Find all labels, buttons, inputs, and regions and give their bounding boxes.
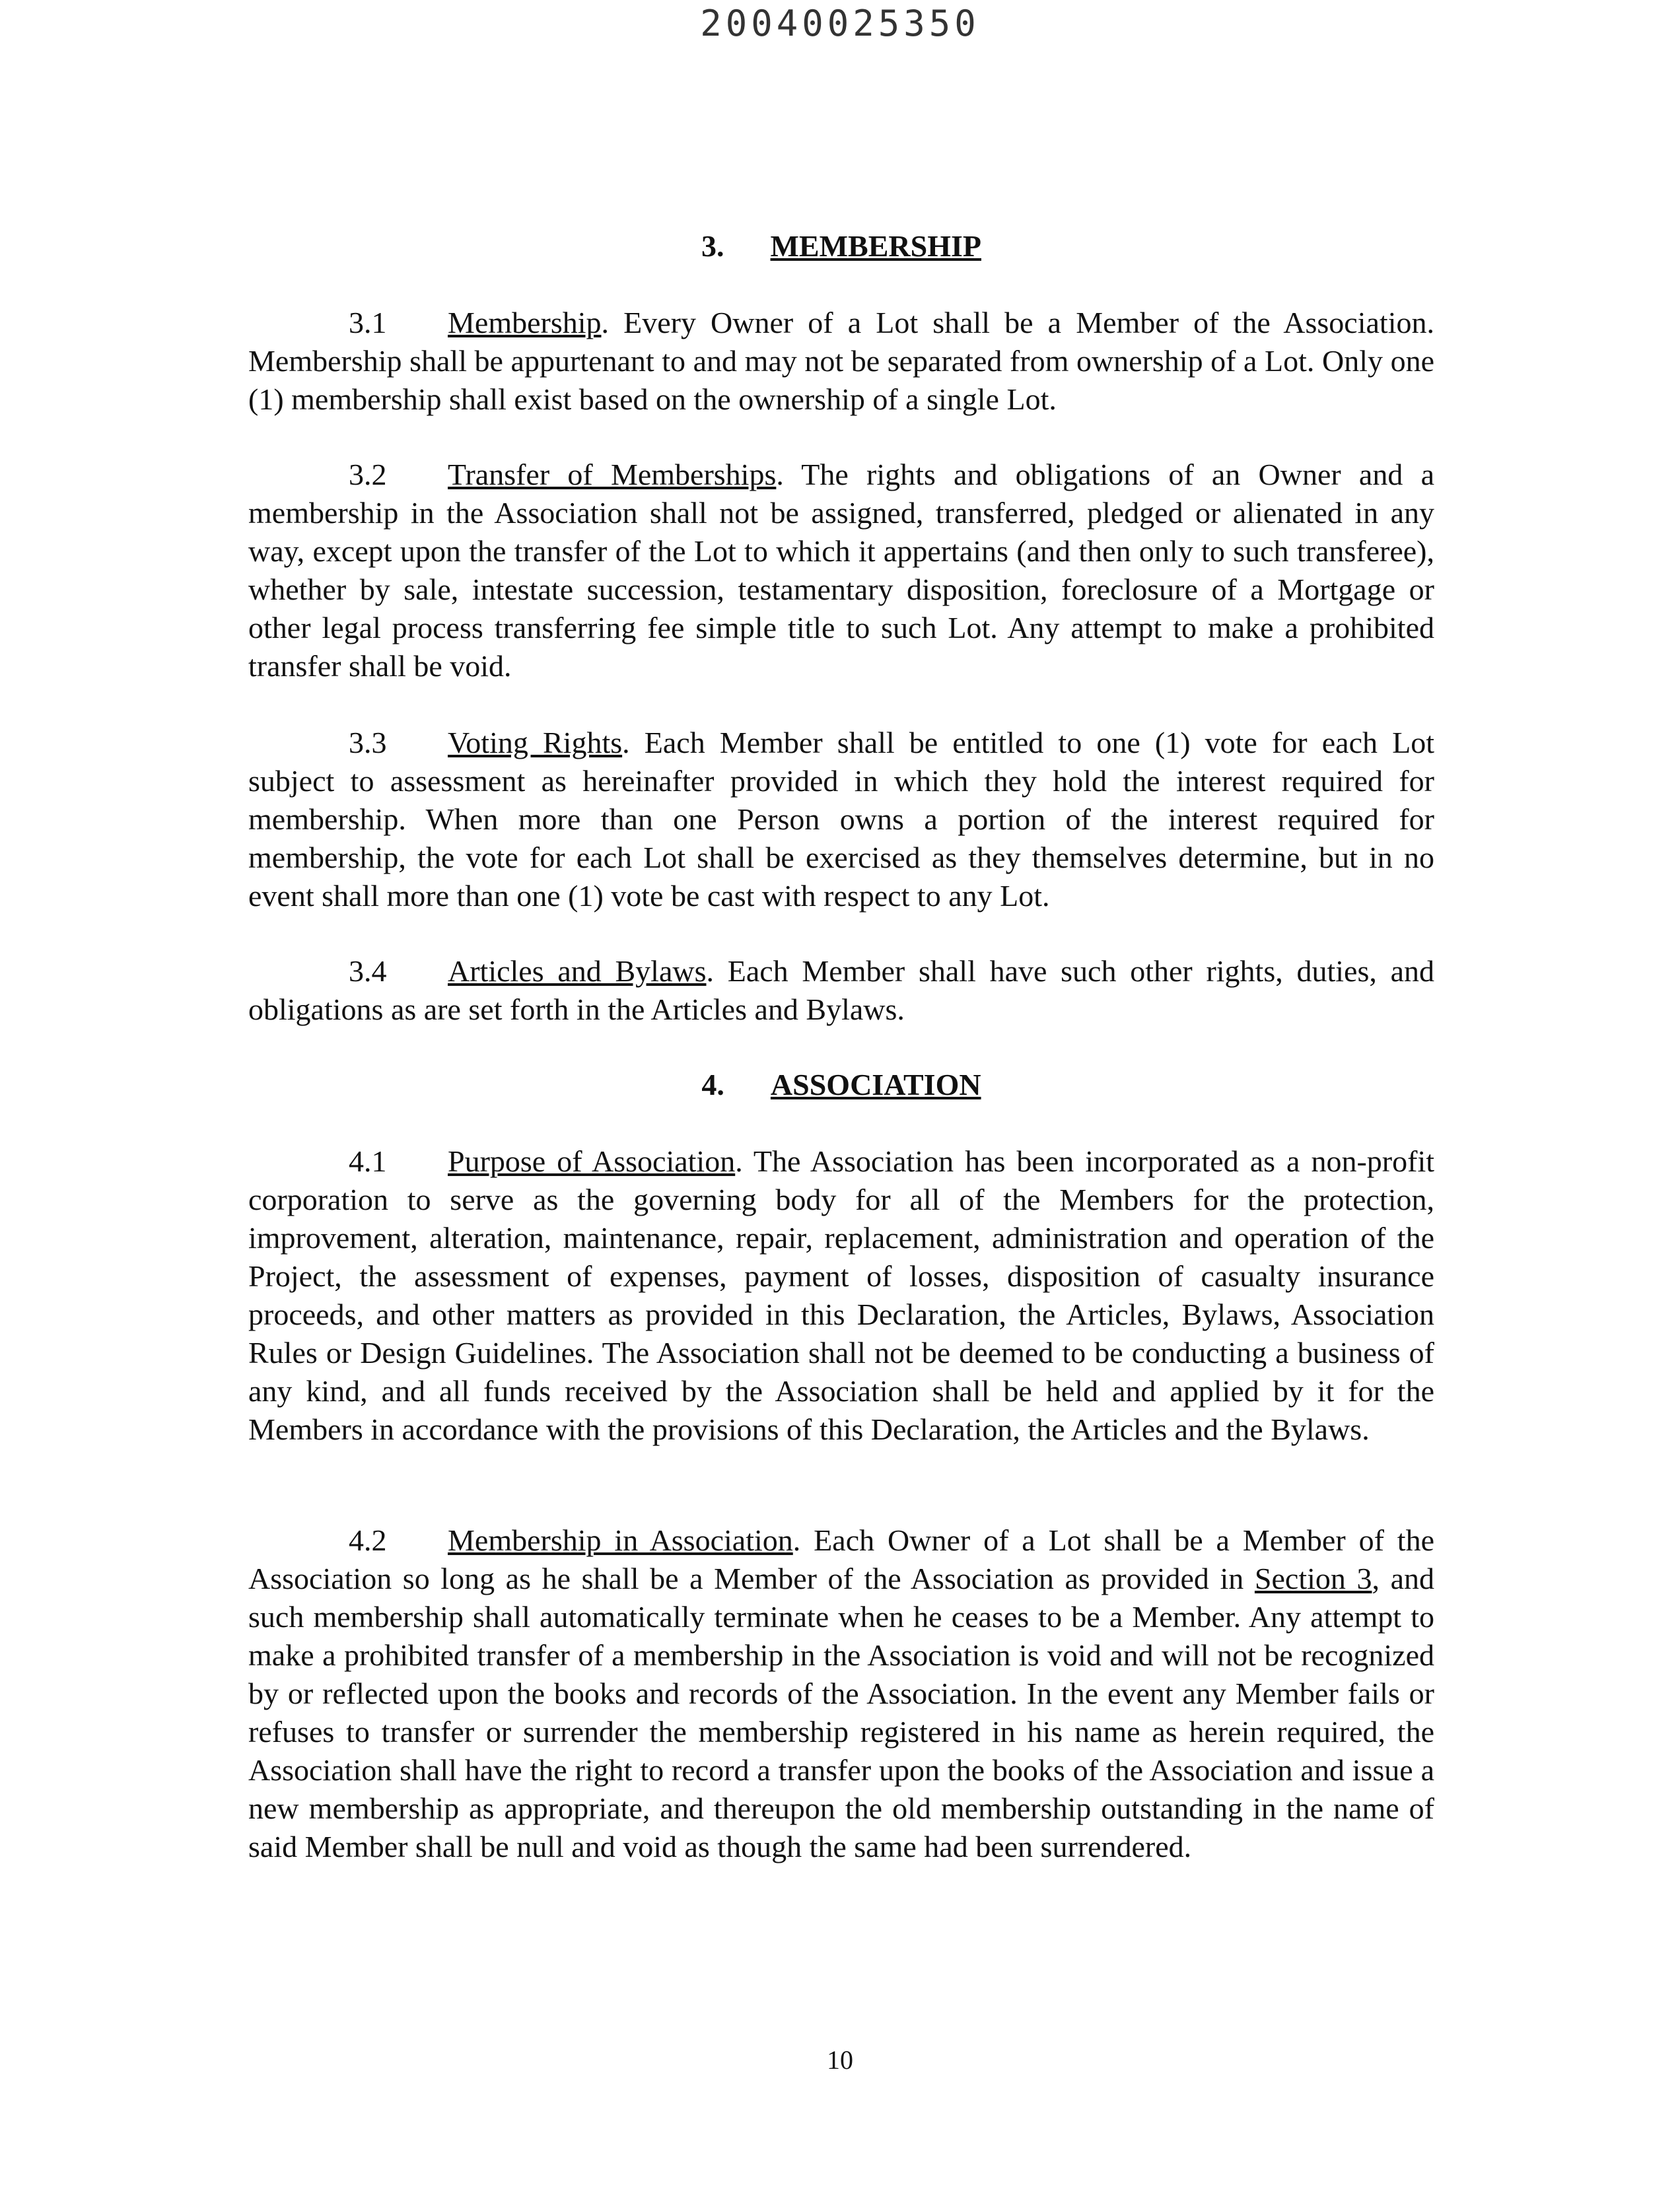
paragraph-number: 3.2 [349,458,387,491]
paragraph-caption: Membership in Association [448,1523,793,1557]
paragraph-3-3: 3.3 Voting Rights. Each Member shall be entitled to one (1) vote for each Lot subject to assessment as hereinafter provided in which they hold the interest required for membership. When more than one Person owns a portion of the interest required for membership, the vote for each Lot shall be exercised as they themselves determine, but in no event shall more than one (1) vote be cast with respect to any Lot. [248,724,1434,915]
section-heading [248,227,1434,265]
paragraph-4-1: 4.1 Purpose of Association. The Association has been incorporated as a non-profit corporation to serve as the governing body for all of the Members for the protection, improvement, alteration, maintenance, repair, replacement, administration and operation of the Project, the assessment of expenses, payment of losses, disposition of casualty insurance proceeds, and other matters as provided in this Declaration, the Articles, Bylaws, Association Rules or Design Guidelines. The Association shall not be deemed to be conducting a business of any kind, and all funds received by the Association shall be held and applied by it for the Members in accordance with the provisions of this Declaration, the Articles and the Bylaws. [248,1142,1434,1449]
paragraph-caption: Voting Rights [448,726,623,759]
paragraph-number: 3.1 [349,306,387,339]
paragraph-text: Each Member shall have such other rights, duties, and obligations as are set forth in the Articles and Bylaws. [248,954,1434,1026]
section-number: 4. [701,1068,724,1101]
page-number: 10 [827,2045,853,2075]
paragraph-text: The Association has been incorporated as a non-profit corporation to serve as the governing body for all of the Members for the protection, improvement, alteration, maintenance, repair, replacement, administration and operation of the Project, the assessment of expenses, payment of losses, disposition of casualty insurance proceeds, and other matters as provided in this Declaration, the Articles, Bylaws, Association Rules or Design Guidelines. The Association shall not be deemed to be conducting a business of any kind, and all funds received by the Association shall be held and applied by it for the Members in accordance with the provisions of this Declaration, the Articles and the Bylaws. [248,1144,1434,1446]
paragraph-caption: Purpose of Association [448,1144,736,1178]
paragraph-number: 4.1 [349,1144,387,1178]
paragraph-3-1: 3.1 Membership. Every Owner of a Lot shall be a Member of the Association. Membership shall be appurtenant to and may not be separated from ownership of a Lot. Only one (1) membership shall exist based on the ownership of a single Lot. [248,304,1434,419]
section-heading [248,1066,1434,1104]
paragraph-caption: Membership [448,306,602,339]
paragraph-text-after: , and such membership shall automatically terminate when he ceases to be a Member. Any attempt to make a prohibited transfer of a membership in the Association is void and will not be recognized by or reflected upon the books and records of the Association. In the event any Member fails or refuses to transfer or surrender the membership registered in his name as herein required, the Association shall have the right to record a transfer upon the books of the Association and issue a new membership as appropriate, and thereupon the old membership outstanding in the name of said Member shall be null and void as though the same had been surrendered. [248,1562,1435,1863]
section-title: MEMBERSHIP [770,229,981,263]
paragraph-3-2: 3.2 Transfer of Memberships. The rights and obligations of an Owner and a membership in the Association shall not be assigned, transferred, pledged or alienated in any way, except upon the transfer of the Lot to which it appertains (and then only to such transferee), whether by sale, intestate succession, testamentary disposition, foreclosure of a Mortgage or other legal process transferring fee simple title to such Lot. Any attempt to make a prohibited transfer shall be void. [248,456,1434,685]
paragraph-number: 3.4 [349,954,387,988]
section-3 [248,227,1434,265]
paragraph-3-4: 3.4 Articles and Bylaws. Each Member shall have such other rights, duties, and obligations as are set forth in the Articles and Bylaws. [248,952,1434,1029]
paragraph-caption: Transfer of Memberships [448,458,777,491]
document-number: 20040025350 [700,3,980,44]
section-4 [248,1066,1434,1104]
paragraph-number: 4.2 [349,1523,387,1557]
paragraph-4-2: 4.2 Membership in Association. Each Owner of a Lot shall be a Member of the Association so long as he shall be a Member of the Association as provided in Section 3, and such membership shall automatically terminate when he ceases to be a Member. Any attempt to make a prohibited transfer of a membership in the Association is void and will not be recognized by or reflected upon the books and records of the Association. In the event any Member fails or refuses to transfer or surrender the membership registered in his name as herein required, the Association shall have the right to record a transfer upon the books of the Association and issue a new membership as appropriate, and thereupon the old membership outstanding in the name of said Member shall be null and void as though the same had been surrendered. [248,1521,1434,1866]
paragraph-text: Every Owner of a Lot shall be a Member of the Association. Membership shall be appurtenant to and may not be separated from ownership of a Lot. Only one (1) membership shall exist based on the ownership of a single Lot. [248,306,1434,416]
paragraph-text-before: Each Owner of a Lot shall be a Member of the Association so long as he shall be a Member of the Association as provided in [248,1523,1434,1595]
paragraph-caption: Articles and Bylaws [448,954,707,988]
section-3-reference-link[interactable]: Section 3 [1254,1562,1372,1595]
section-number: 3. [701,229,724,263]
section-title: ASSOCIATION [770,1068,981,1101]
paragraph-number: 3.3 [349,726,387,759]
paragraph-text: Each Member shall be entitled to one (1) vote for each Lot subject to assessment as hereinafter provided in which they hold the interest required for membership. When more than one Person owns a portion of the interest required for membership, the vote for each Lot shall be exercised as they themselves determine, but in no event shall more than one (1) vote be cast with respect to any Lot. [248,726,1434,913]
paragraph-text: The rights and obligations of an Owner and a membership in the Association shall not be assigned, transferred, pledged or alienated in any way, except upon the transfer of the Lot to which it appertains (and then only to such transferee), whether by sale, intestate succession, testamentary disposition, foreclosure of a Mortgage or other legal process transferring fee simple title to such Lot. Any attempt to make a prohibited transfer shall be void. [248,458,1434,683]
